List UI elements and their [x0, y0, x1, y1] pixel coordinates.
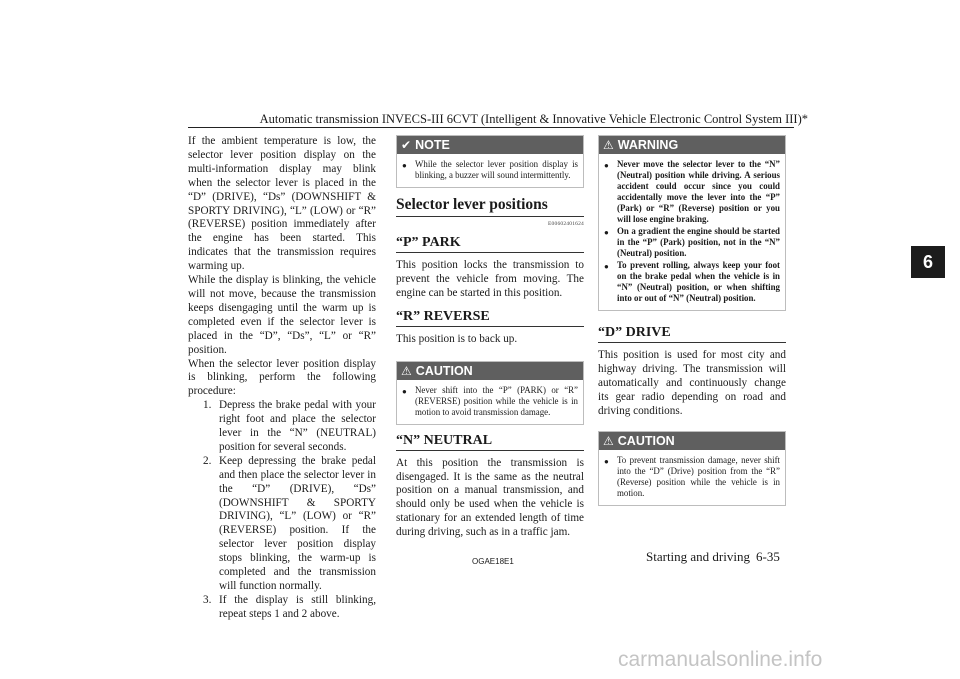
- chapter-tab: 6: [911, 246, 945, 278]
- note-header: [397, 136, 583, 154]
- caution-header: [599, 432, 785, 450]
- caution-label: CAUTION: [415, 363, 473, 378]
- caution-box: [396, 361, 584, 425]
- warning-label: WARNING: [617, 138, 679, 152]
- section-code: E00602401624: [547, 221, 584, 227]
- section-title: Selector lever positions: [396, 196, 584, 217]
- warning-triangle-icon: ⚠: [603, 433, 614, 448]
- note-item: ● While the selector lever position display is blinking, a buzzer will sound intermittently.: [402, 159, 578, 180]
- neutral-text: At this position the transmission is disengaged. It is the same as the neutral position on a manual transmission, and should only be used when the vehicle is stationary for an extended length of time during driving, such as in a traffic jam.: [396, 456, 584, 539]
- park-heading: “P” PARK: [396, 235, 584, 253]
- drive-heading: “D” DRIVE: [598, 325, 786, 343]
- column-3: [598, 135, 786, 514]
- warning-item: ● To prevent rolling, always keep your foot on the brake pedal when the vehicle is in “N” (Neutral) position, or when shifting into or out of “N” (Neutral) position.: [604, 260, 780, 303]
- note-label: NOTE: [415, 138, 450, 152]
- column-2: [396, 135, 584, 540]
- bullet-icon: ●: [604, 456, 609, 466]
- procedure-step: 1. Depress the brake pedal with your right foot and place the selector lever in the “N” (NEUTRAL) position for several seconds.: [203, 399, 376, 453]
- warning-box: [598, 135, 786, 311]
- bullet-icon: ●: [604, 161, 609, 170]
- caution-item: ● Never shift into the “P” (PARK) or “R” (REVERSE) position while the vehicle is in motion to avoid transmission damage.: [402, 384, 578, 417]
- caution-box: [598, 431, 786, 506]
- footer-page-number: 6-35: [756, 549, 780, 564]
- procedure-step: 3. If the display is still blinking, repeat steps 1 and 2 above.: [203, 593, 376, 620]
- reverse-heading: “R” REVERSE: [396, 309, 584, 327]
- intro-paragraph: If the ambient temperature is low, the selector lever position display on the multi-information display may blink when the selector lever is placed in the “D” (DRIVE), “Ds” (DOWNSHIFT & SPORTY DRIVING), “L” (LOW) or “R” (REVERSE) position immediately after the engine has been started. This indicates that the transmission requires warming up.: [188, 135, 376, 273]
- blinking-paragraph: While the display is blinking, the vehicle will not move, because the transmission keeps disengaging until the warm up is completed even if the selector lever is placed in the “D”, “Ds”, “L” or “R” position.: [188, 274, 376, 356]
- warning-item: ● On a gradient the engine should be started in the “P” (Park) position, not in the “N” (Neutral) position.: [604, 226, 780, 258]
- caution-header: [397, 362, 583, 380]
- reverse-text: This position is to back up.: [396, 332, 518, 345]
- watermark: carmanualsonline.info: [618, 648, 823, 671]
- caution-label: CAUTION: [617, 433, 675, 448]
- park-text: This position locks the transmission to prevent the vehicle from moving. The engine can be started in this position.: [396, 259, 584, 299]
- bullet-icon: ●: [604, 262, 609, 271]
- warning-header: [599, 136, 785, 154]
- header-rule: [188, 127, 794, 128]
- footer-section-name: Starting and driving: [646, 549, 750, 564]
- column-1: [188, 135, 376, 622]
- warning-item: ● Never move the selector lever to the “N” (Neutral) position while driving. A serious accident could occur since you could accidentally move the lever into the “P” (Park) or “R” (Reverse) position or you will lose engine braking.: [604, 159, 780, 224]
- bullet-icon: ●: [604, 228, 609, 237]
- procedure-steps: [188, 399, 376, 622]
- neutral-heading: “N” NEUTRAL: [396, 433, 584, 451]
- bullet-icon: ●: [402, 386, 407, 396]
- caution-item: ● To prevent transmission damage, never shift into the “D” (Drive) position from the “R” (Reverse) position while the vehicle is in motion.: [604, 454, 780, 498]
- note-icon: ✔: [401, 138, 412, 152]
- note-box: [396, 135, 584, 188]
- warning-triangle-icon: ⚠: [401, 363, 412, 378]
- page-header-title: Automatic transmission INVECS-III 6CVT (Intelligent & Innovative Vehicle Electronic Control System III)*: [259, 112, 808, 126]
- procedure-step: 2. Keep depressing the brake pedal and then place the selector lever in the “D” (DRIVE), “Ds” (DOWNSHIFT & SPORTY DRIVING), “L” (LOW) or “R” (REVERSE) position. If the selector lever position display stops blinking, the warm-up is completed and the transmission will function normally.: [203, 454, 376, 592]
- bullet-icon: ●: [402, 161, 407, 170]
- drive-text: This position is used for most city and highway driving. The transmission will automatically and continuously change its gear radio depending on road and driving conditions.: [598, 349, 786, 417]
- warning-triangle-icon: ⚠: [603, 138, 614, 152]
- procedure-intro: When the selector lever position display is blinking, perform the following procedure:: [188, 357, 376, 398]
- page-code: OGAE18E1: [472, 557, 514, 566]
